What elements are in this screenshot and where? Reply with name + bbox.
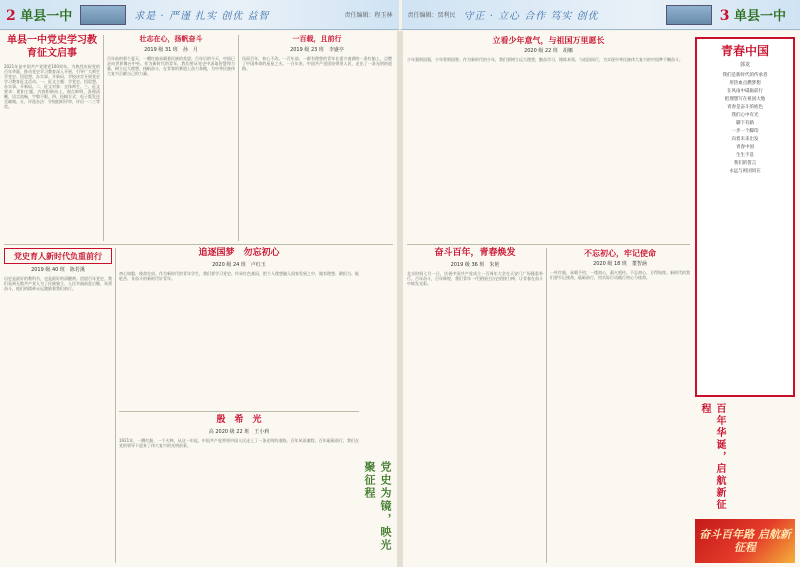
column-divider [546, 248, 547, 563]
party-history-body: 历史是最好的教科书，也是最好的清醒剂。回望百年党史，我们看到无数共产党人为了民族独立、人民幸福前赴后继、英勇奋斗，他们的精神永远激励着我们前行。 [4, 276, 112, 291]
left-page [0, 31, 397, 567]
left-masthead-logo: 2 单县一中 [6, 8, 73, 24]
poem-line: 在风雨中砥砺前行 [727, 89, 763, 94]
mission-byline: 2020 级 18 班 董智涵 [593, 261, 647, 267]
poem-title: 青春中国 [720, 44, 769, 58]
right-masthead-logo: 3 单县一中 [719, 8, 786, 24]
article-dream [119, 248, 359, 408]
poem-line: 青春是奋斗的底色 [727, 105, 763, 110]
poem-lines [700, 72, 790, 176]
section-divider [4, 244, 393, 245]
youth-century-body: 北京时间七月一日，庆祝中国共产党成立一百周年大会在天安门广场隆重举行。百年奋斗，百年辉煌，我们青年一代要接过历史的接力棒，让青春在奋斗中焕发光彩。 [407, 271, 543, 287]
article-youth-spirit [407, 35, 690, 241]
hope-byline: 高 2020 级 22 班 王小莉 [208, 429, 270, 436]
column-divider [103, 35, 104, 241]
poem-line: 永远与祖国同在 [729, 169, 761, 174]
poem-line: 向着未来出发 [731, 137, 759, 142]
essay-call-title: 单县一中党史学习教育征文启事 [7, 35, 97, 59]
poem-line: 生生不息 [736, 153, 754, 158]
right-page-header [399, 0, 800, 30]
ambition-body: 百年前的那个夏天，一艘红船承载着民族的希望；百年后的今天，中国已走向世界舞台中央。作为新时代的青年，我们要从党史中汲取智慧和力量，树立远大理想，扬帆奋斗，在青春的赛道上奋力奔跑，为中华民族伟大复兴贡献自己的力量。 [107, 55, 235, 76]
article-ambition [107, 35, 235, 241]
column-divider [238, 35, 239, 241]
column-divider [115, 248, 116, 563]
hundred-years-body: 风雨百年，初心不改。一百年前，一群有理想的青年在嘉兴南湖的一条红船上，点燃了中国革命的星星之火。一百年来，中国共产党团结带领人民，走出了一条光明的道路。 [242, 55, 392, 71]
poem-line: 把理想写在祖国大地 [724, 97, 766, 102]
dream-body: 初心如磐，使命在肩。作为新时代的青年学生，我们要学习党史、传承红色基因，把个人理想融入国家发展之中，做有理想、敢担当、能吃苦、肯奋斗的新时代好青年。 [119, 271, 359, 282]
poem-line: 一步一个脚印 [731, 129, 759, 134]
youth-century-title: 奋斗百年，青春焕发 [434, 248, 516, 258]
ambition-title: 壮志在心，扬帆奋斗 [139, 34, 203, 43]
youth-spirit-title: 立看少年意气，与祖国万里愿长 [492, 35, 605, 45]
mission-title: 不忘初心，牢记使命 [584, 248, 656, 258]
hundred-years-byline: 2019 级 23 班 李盛亭 [290, 46, 344, 53]
poem-youth-china [695, 37, 795, 397]
poem-line: 脚下有路 [736, 121, 754, 126]
poem-line: 青春中国 [736, 145, 754, 150]
youth-spirit-byline: 2020 级 22 班 胡娜 [524, 48, 573, 54]
campus-photo-thumbnail [80, 5, 126, 25]
hundred-years-title: 一百载，且前行 [292, 34, 342, 43]
poem-line: 我们的誓言 [733, 161, 757, 166]
left-vertical-slogan: 党史为镜，映光聚征程 [363, 461, 392, 552]
dream-byline: 2020 级 24 班 卢红玉 [212, 262, 266, 269]
right-editor-credit: 责任编辑：贾利民 [407, 12, 456, 19]
centenary-artwork [695, 519, 795, 563]
article-hope [119, 415, 359, 563]
section-divider [119, 411, 359, 412]
right-page [403, 31, 800, 567]
poem-line: 我们心中有光 [731, 113, 759, 118]
hope-title: 殷 希 光 [216, 415, 262, 425]
article-youth-century [407, 248, 543, 563]
poem-line: 我们是新时代的传承者 [722, 73, 768, 78]
poem-author: 郭龙 [739, 62, 750, 68]
article-mission [550, 248, 690, 563]
youth-spirit-body: 少年强则国强，少年智则国智。作为新时代的少年，我们要树立远大理想，勤奋学习，锤炼本领，与祖国同行，为实现中华民族伟大复兴的中国梦不懈奋斗。 [407, 57, 683, 62]
party-history-title: 党史育人新时代负重前行 [4, 248, 112, 264]
dream-title: 追逐国梦 勿忘初心 [198, 248, 280, 258]
poem-line: 用热血点燃梦想 [729, 81, 761, 86]
section-divider [407, 244, 690, 245]
left-editor-credit: 责任编辑：程玉林 [344, 12, 393, 19]
essay-call-body: 2021年是中国共产党建党100周年。为热烈庆祝党的百年华诞，推动党史学习教育深入开展，引导广大师生学党史、悟思想、办实事、开新局，学校决定开展党史学习教育征文活动。一、征文主题：学党史、悟思想、办实事、开新局。二、征文对象：全体师生。三、征文要求：紧扣主题，内容积极向上，观点鲜明，条理清晰，语言流畅，字数不限。四、投稿方式：电子版发送至邮箱。五、评选办法：学校组织评审，评出一二三等奖。 [4, 64, 100, 109]
mission-body: 一叶红船，承载千钧；一缕初心，薪火相传。不忘初心，方得始终。新时代的我们要牢记使命，砥砺前行，用实际行动践行初心与使命。 [550, 270, 690, 280]
left-motto: 求是 · 严谨 扎实 创优 益智 [134, 11, 270, 22]
party-history-byline: 2019 级 40 班 陈若溪 [31, 267, 85, 273]
article-party-history [4, 248, 112, 563]
article-essay-call [4, 35, 100, 241]
campus-photo-thumbnail-right [666, 5, 712, 25]
youth-century-byline: 2019 级 36 班 朱艳 [450, 262, 500, 269]
ambition-byline: 2019 级 31 班 孙 月 [144, 46, 198, 53]
artwork-caption: 奋斗百年路 启航新征程 [699, 527, 791, 554]
left-page-header [0, 0, 399, 30]
page-header [0, 0, 800, 30]
hope-body: 1921年，一艘红船，一个火种。从这一年起，中国共产党带领中国人民走上了一条光明的道路。百年风雨兼程，百年砥砺前行，我们在党的领导下迎来了伟大复兴的光明前景。 [119, 438, 359, 449]
right-motto: 守正 · 立心 合作 笃实 创优 [463, 11, 599, 22]
article-hundred-years [242, 35, 392, 241]
right-vertical-slogan: 百年华诞，启航新征程 [699, 403, 725, 511]
